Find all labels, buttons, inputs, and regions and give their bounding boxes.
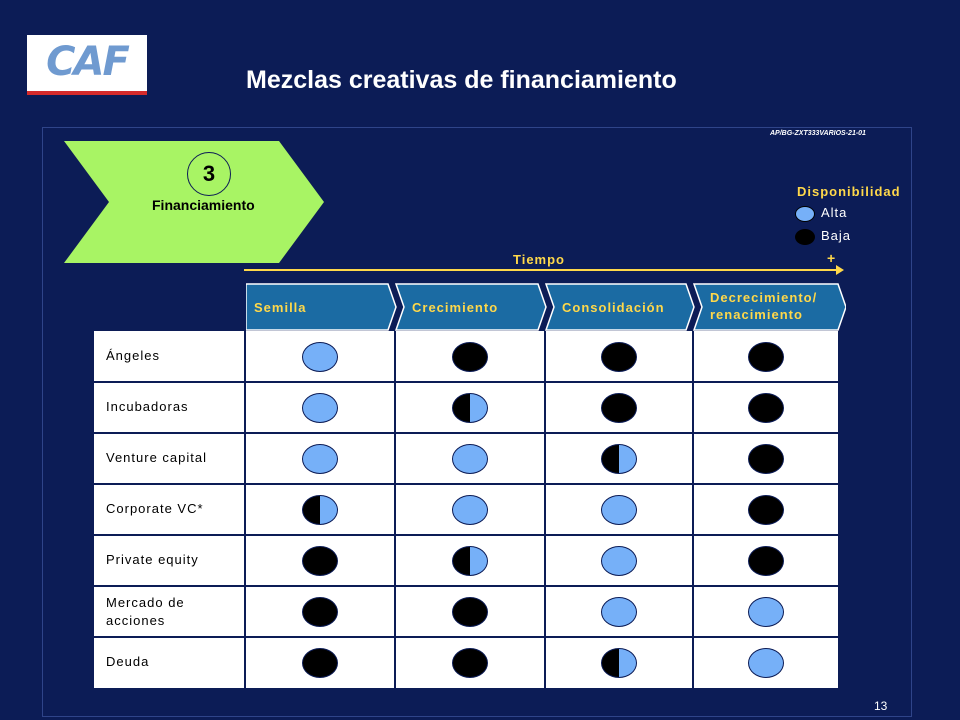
legend-high-icon xyxy=(795,206,815,222)
availability-partial-icon xyxy=(601,648,637,678)
timeline-label: Tiempo xyxy=(513,252,565,267)
availability-low-icon xyxy=(452,648,488,678)
availability-high-icon xyxy=(748,597,784,627)
table-column-divider xyxy=(244,331,246,688)
phase-label-2: Crecimiento xyxy=(412,300,499,315)
timeline-plus: + xyxy=(827,250,836,266)
step-number-circle: 3 xyxy=(187,152,231,196)
availability-low-icon xyxy=(748,444,784,474)
availability-high-icon xyxy=(302,342,338,372)
reference-code: AP/BG-ZXT333VARIOS-21-01 xyxy=(770,130,866,137)
step-label: Financiamiento xyxy=(152,197,255,213)
table-row-divider xyxy=(94,381,838,383)
availability-low-icon xyxy=(302,597,338,627)
table-row-divider xyxy=(94,483,838,485)
row-label: Mercado de acciones xyxy=(106,595,185,628)
table-column-divider xyxy=(544,331,546,688)
availability-partial-icon xyxy=(302,495,338,525)
availability-partial-icon xyxy=(452,546,488,576)
availability-low-icon xyxy=(748,546,784,576)
table-row-divider xyxy=(94,585,838,587)
table-column-divider xyxy=(692,331,694,688)
availability-low-icon xyxy=(748,495,784,525)
legend-title: Disponibilidad xyxy=(797,184,901,199)
availability-low-icon xyxy=(452,597,488,627)
phase-label-1: Semilla xyxy=(254,300,307,315)
caf-logo xyxy=(27,35,147,95)
row-label: Corporate VC* xyxy=(106,501,204,516)
availability-high-icon xyxy=(601,597,637,627)
availability-low-icon xyxy=(601,342,637,372)
availability-low-icon xyxy=(748,393,784,423)
logo-red-bar xyxy=(27,91,147,95)
row-label: Private equity xyxy=(106,552,199,567)
phase-label-4: Decrecimiento/ renacimiento xyxy=(710,290,818,322)
legend-low-icon xyxy=(795,229,815,245)
availability-high-icon xyxy=(452,495,488,525)
availability-high-icon xyxy=(452,444,488,474)
availability-high-icon xyxy=(601,546,637,576)
availability-low-icon xyxy=(302,648,338,678)
timeline-arrow xyxy=(244,264,844,276)
availability-low-icon xyxy=(302,546,338,576)
logo-text: CAF xyxy=(46,39,128,85)
availability-high-icon xyxy=(302,444,338,474)
legend-high-label: Alta xyxy=(821,205,848,220)
row-label: Incubadoras xyxy=(106,399,189,414)
row-label: Venture capital xyxy=(106,450,208,465)
table-row-divider xyxy=(94,432,838,434)
availability-partial-icon xyxy=(452,393,488,423)
availability-high-icon xyxy=(302,393,338,423)
availability-high-icon xyxy=(601,495,637,525)
availability-partial-icon xyxy=(601,444,637,474)
availability-low-icon xyxy=(452,342,488,372)
table-row-divider xyxy=(94,534,838,536)
availability-table xyxy=(94,331,838,688)
table-column-divider xyxy=(394,331,396,688)
availability-high-icon xyxy=(748,648,784,678)
page-number: 13 xyxy=(874,699,888,713)
legend-low-label: Baja xyxy=(821,228,852,243)
table-row-divider xyxy=(94,636,838,638)
row-label: Deuda xyxy=(106,654,150,669)
phase-label-3: Consolidación xyxy=(562,300,665,315)
row-label: Ángeles xyxy=(106,348,160,363)
page-title: Mezclas creativas de financiamiento xyxy=(246,66,677,94)
availability-low-icon xyxy=(601,393,637,423)
availability-low-icon xyxy=(748,342,784,372)
